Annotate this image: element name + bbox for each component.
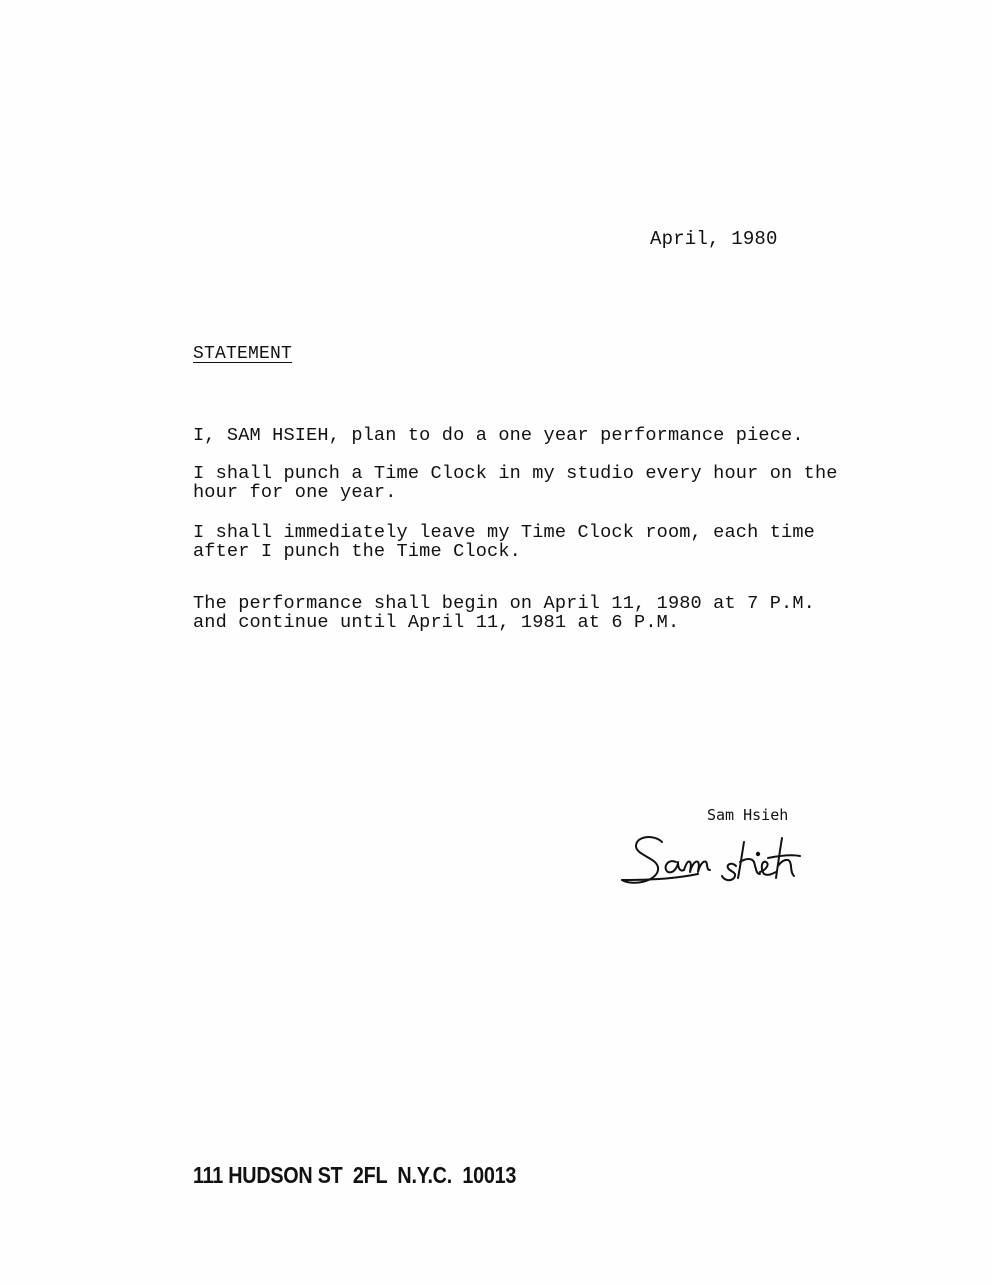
statement-heading: STATEMENT	[193, 344, 293, 364]
typed-signatory-name: Sam Hsieh	[707, 806, 789, 824]
sender-address: 111 HUDSON ST 2FL N.Y.C. 10013	[193, 1162, 517, 1188]
statement-paragraph-2: I shall punch a Time Clock in my studio every hour on the hour for one year.	[193, 463, 838, 503]
statement-paragraph-4: The performance shall begin on April 11, 1980 at 7 P.M. and continue until April 11, 1981 at 6 P.M.	[193, 593, 815, 633]
statement-paragraph-3: I shall immediately leave my Time Clock room, each time after I punch the Time Clock.	[193, 522, 815, 562]
statement-paragraph-1: I, SAM HSIEH, plan to do a one year performance piece.	[193, 425, 804, 446]
handwritten-signature	[618, 828, 858, 898]
letter-date: April, 1980	[650, 228, 778, 250]
